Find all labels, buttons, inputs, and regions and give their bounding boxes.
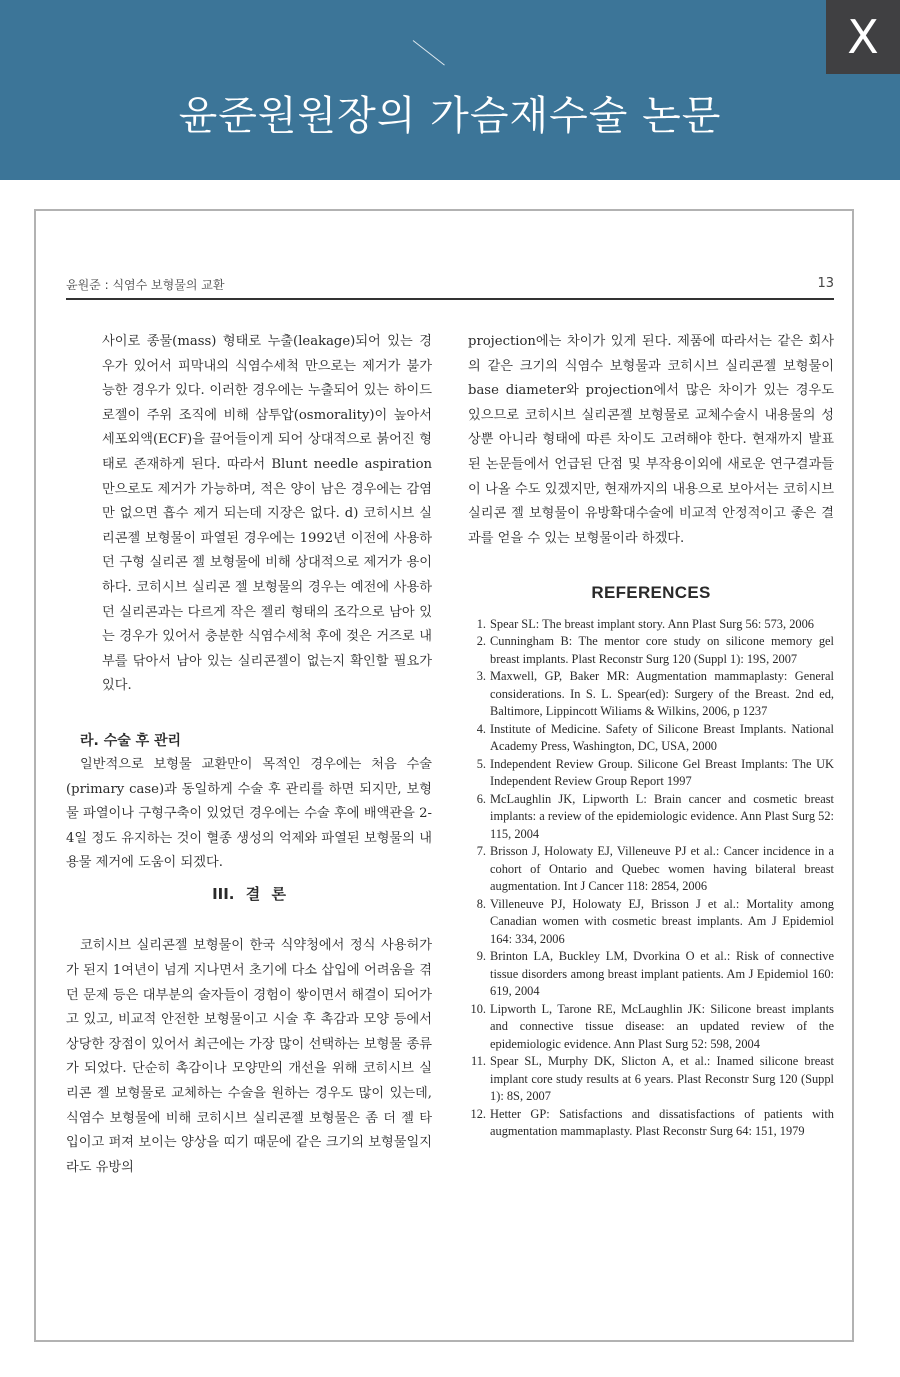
reference-item: 6. McLaughlin JK, Lipworth L: Brain cancer and cosmetic breast implants: a review of the epidemiologic evidence. Ann Plast Surg 52: 115, 2004 [476, 791, 834, 841]
close-button[interactable] [826, 0, 900, 74]
paragraph: 코히시브 실리콘젤 보형물이 한국 식약청에서 정식 사용허가가 된지 1여년이 넘게 지나면서 초기에 다소 삽입에 어려움을 겪던 문제 등은 대부분의 술자들이 경험이 쌓이면서 해결이 되어가고 있고, 비교적 안전한 보형물이고 시술 후 촉감과 모양 등에서 상당한 장점이 있어서 최근에는 가장 많이 선택하는 보형물 종류가 되었다. 단순히 촉감이나 모양만의 개선을 위해 코히시브 실리콘 젤 보형물로 교체하는 수술을 원하는 경우도 많이 있는데, 식염수 보형물에 비해 코히시브 실리콘젤 보형물은 좀 더 젤 타입이고 퍼져 보이는 양상을 띠기 때문에 같은 크기의 보형물일지라도 유방의 [66, 938, 432, 1175]
section-heading: 라. 수술 후 관리 [80, 732, 182, 749]
reference-item: 7. Brisson J, Holowaty EJ, Villeneuve PJ et al.: Cancer incidence in a cohort of Ontario and Quebec women having bilateral breast augmentation. Int J Cancer 118: 2854, 2006 [476, 844, 834, 894]
reference-item: 9. Brinton LA, Buckley LM, Dvorkina O et al.: Risk of connective tissue disorders among breast implant patients. Am J Epidemiol 160: 619, 2004 [476, 949, 834, 999]
chapter-heading: III. 결 론 [212, 884, 286, 903]
running-head-title: 윤원준 : 식염수 보형물의 교환 [66, 278, 225, 292]
header-banner [0, 0, 900, 180]
paragraph: projection에는 차이가 있게 된다. 제품에 따라서는 같은 회사의 같은 크기의 식염수 보형물과 코히시브 실리콘젤 보형물이 base diameter와 projection에서 많은 차이가 있는 경우도 있으므로 코히시브 실리콘젤 보형물로 교체수술시 내용물의 성상뿐 아니라 형태에 따른 차이도 고려해야 한다. 현재까지 발표된 논문들에서 언급된 단점 및 부작용이외에 새로운 연구결과들이 나올 수도 있겠지만, 현재까지의 내용으로 보아서는 코히시브 실리콘 젤 보형물이 유방확대수술에 비교적 안정적이고 좋은 결과를 얻을 수 있는 보형물이라 하겠다. [468, 334, 834, 546]
right-column [468, 330, 834, 1141]
paragraph: 사이로 종물(mass) 형태로 누출(leakage)되어 있는 경우가 있어서 피막내의 식염수세척 만으로는 제거가 불가능한 경우가 있다. 이러한 경우에는 누출되어 있는 하이드로젤이 주위 조직에 비해 삼투압(osmorality)이 높아서 세포외액(ECF)을 끌어들이게 되어 상대적으로 붉어진 형태로 존재하게 된다. 따라서 Blunt needle aspiration 만으로도 제거가 가능하며, 적은 양이 남은 경우에는 감염만 없으면 흡수 제거 되는데 지장은 없다. d) 코히시브 실리콘젤 보형물이 파열된 경우에는 1992년 이전에 사용하던 구형 실리콘 젤 보형물에 비해 상대적으로 제거가 용이하다. 코히시브 실리콘 젤 보형물의 경우는 예전에 사용하던 실리콘과는 다르게 작은 젤리 형태의 조각으로 남아 있는 경우가 있어서 충분한 식염수세척 후에 젖은 거즈로 내부를 닦아서 남아 있는 실리콘젤이 없는지 확인할 필요가 있다. [102, 334, 432, 694]
reference-item: 2. Cunningham B: The mentor core study on silicone memory gel breast implants. Plast Reconstr Surg 120 (Suppl 1): 19S, 2007 [476, 634, 834, 666]
close-icon: X [847, 10, 879, 64]
reference-item: 10. Lipworth L, Tarone RE, McLaughlin JK: Silicone breast implants and connective tissue disease: an updated review of the epidemiologic evidence. Ann Plast Surg 52: 598, 2004 [470, 1001, 834, 1051]
reference-item: 11. Spear SL, Murphy DK, Slicton A, et al.: Inamed silicone breast implant core study results at 6 years. Plast Reconstr Surg 120 (Suppl 1): 8S, 2007 [470, 1054, 834, 1104]
reference-item: 3. Maxwell, GP, Baker MR: Augmentation mammaplasty: General considerations. In S. L. Spear(ed): Surgery of the Breast. 2nd ed, Baltimore, Lippincott Wiliams & Wilkins, 2006, p 1237 [476, 669, 834, 719]
reference-item: 8. Villeneuve PJ, Holowaty EJ, Brisson J et al.: Mortality among Canadian women with cosmetic breast implants. Am J Epidemiol 164: 334, 2006 [476, 896, 834, 946]
reference-item: 12. Hetter GP: Satisfactions and dissatisfactions of patients with augmentation mammaplasty. Plast Reconstr Surg 64: 151, 1979 [470, 1106, 834, 1139]
decorative-slash [413, 40, 445, 65]
running-head [66, 276, 834, 300]
page-title: 윤준원원장의 가슴재수술 논문 [178, 93, 722, 139]
reference-item: 1. Spear SL: The breast implant story. Ann Plast Surg 56: 573, 2006 [476, 616, 814, 631]
left-column [66, 330, 432, 1180]
reference-list [468, 616, 834, 1141]
reference-item: 5. Independent Review Group. Silicone Gel Breast Implants: The UK Independent Review Group Report 1997 [476, 756, 834, 789]
paragraph: 일반적으로 보형물 교환만이 목적인 경우에는 처음 수술(primary case)과 동일하게 수술 후 관리를 하면 되지만, 보형물 파열이나 구형구축이 있었던 경우에는 수술 후에 배액관을 2-4일 정도 유지하는 것이 혈종 생성의 억제와 파열된 보형물의 내용물 제거에 도움이 되겠다. [66, 756, 432, 871]
page-number: 13 [817, 276, 834, 291]
references-heading: REFERENCES [591, 583, 711, 603]
reference-item: 4. Institute of Medicine. Safety of Silicone Breast Implants. National Academy Press, Washington, DC, USA, 2000 [476, 721, 834, 754]
